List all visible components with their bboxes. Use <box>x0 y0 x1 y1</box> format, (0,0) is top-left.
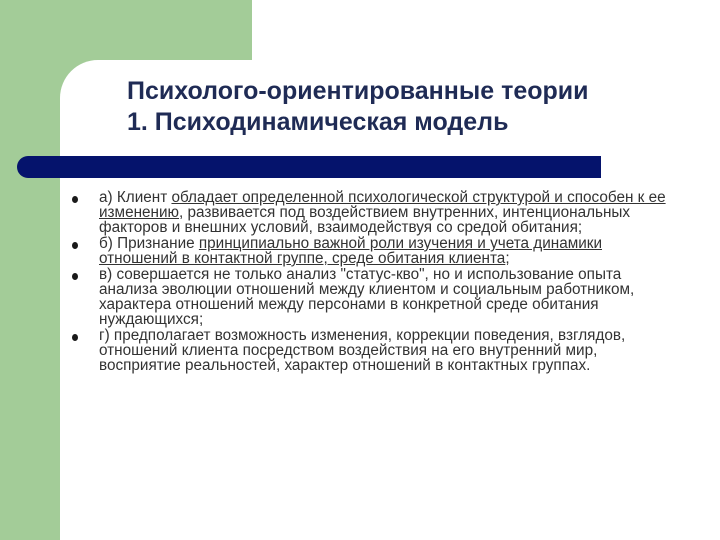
item-text: г) предполагает возможность изменения, коррекции поведения, взглядов, отношений клиента посредством воздействия на его внутренний мир, восприятие реальностей, характер отношений в контактных группах. <box>99 327 626 374</box>
bullet-icon <box>72 196 78 203</box>
item-text: в) совершается не только анализ "статус-кво", но и использование опыта анализа эволюции отношений между клиентом и социальным работником, характера отношений между персонами в конкретной среде обитания нуждающихся; <box>99 266 635 328</box>
list-item <box>72 328 672 373</box>
item-text: , развивается под воздействием внутренних, интенциональных факторов и внешних условий, взаимодействуя со средой обитания; <box>99 204 631 236</box>
item-text: а) Клиент <box>99 189 172 206</box>
bullet-icon <box>72 273 78 280</box>
bullet-list <box>72 190 672 374</box>
item-text-underlined: принципиально важной роли изучения и учета динамики отношений в контактной группе, среде обитания клиента <box>99 235 603 267</box>
title-line-1: Психолого-ориентированные теории <box>127 77 589 105</box>
slide-title <box>127 76 687 138</box>
list-item <box>72 267 672 327</box>
item-text: ; <box>505 250 510 267</box>
list-item <box>72 190 672 235</box>
title-divider-bar <box>17 156 601 178</box>
bullet-icon <box>72 242 78 249</box>
item-text: б) Признание <box>99 235 199 252</box>
bullet-icon <box>72 334 78 341</box>
item-text-underlined: обладает определенной психологической структурой и способен к ее изменению <box>99 189 666 221</box>
title-line-2: 1. Психодинамическая модель <box>127 108 509 136</box>
list-item <box>72 236 672 266</box>
